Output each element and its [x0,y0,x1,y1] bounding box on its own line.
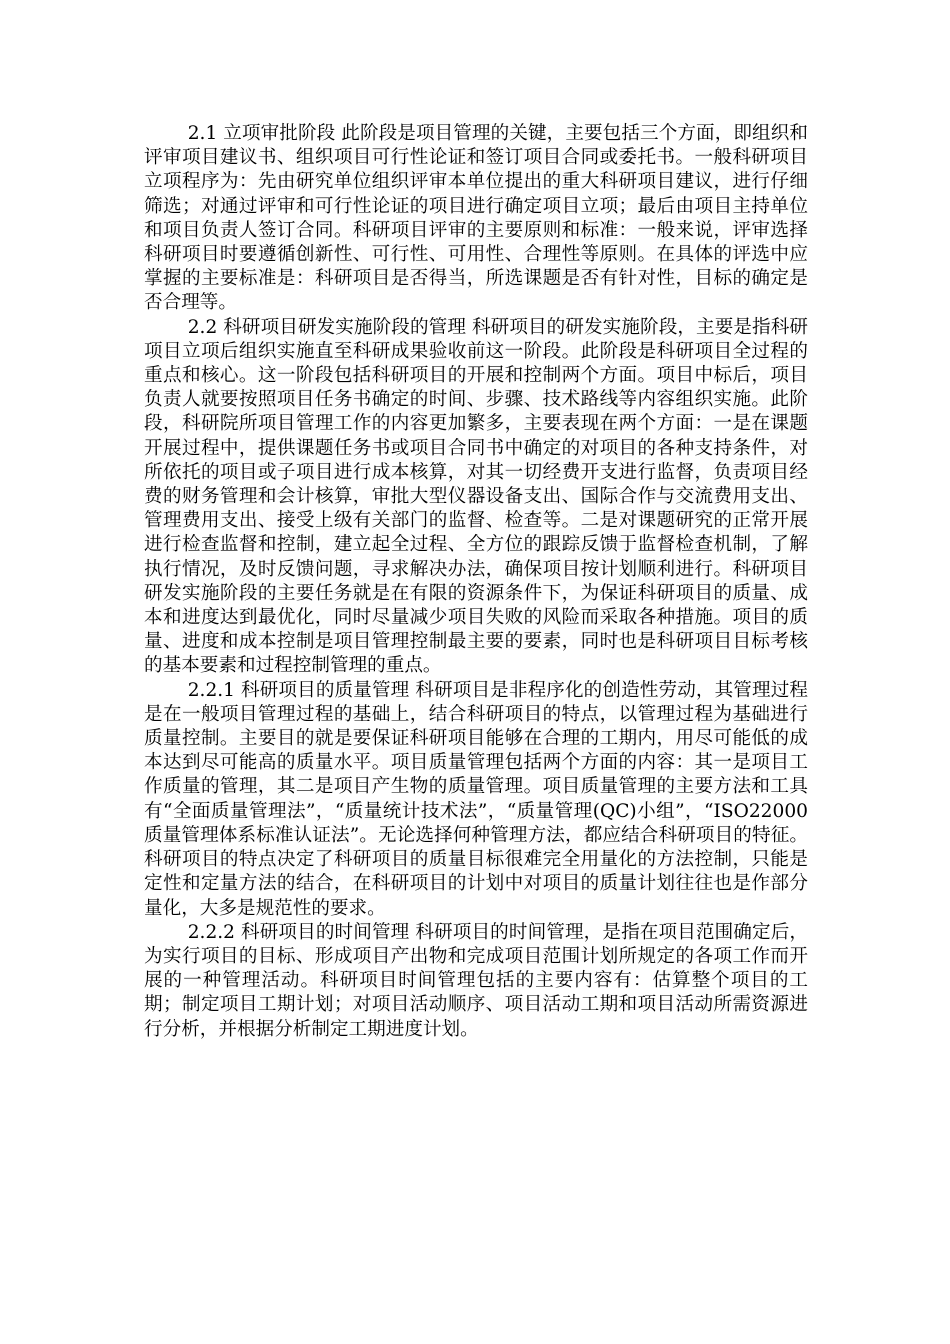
document-page [144,122,808,1042]
paragraph-2-1-project-approval: 2.1 立项审批阶段 此阶段是项目管理的关键，主要包括三个方面，即组织和评审项目建议书、组织项目可行性论证和签订项目合同或委托书。一般科研项目立项程序为：先由研究单位组织评审本单位提出的重大科研项目建议，进行仔细筛选；对通过评审和可行性论证的项目进行确定项目立项；最后由项目主持单位和项目负责人签订合同。科研项目评审的主要原则和标准：一般来说，评审选择科研项目时要遵循创新性、可行性、可用性、合理性等原则。在具体的评选中应掌握的主要标准是：科研项目是否得当，所选课题是否有针对性，目标的确定是否合理等。 [144,123,808,314]
paragraph-2-2-2-time-management: 2.2.2 科研项目的时间管理 科研项目的时间管理，是指在项目范围确定后，为实行项目的目标、形成项目产出物和完成项目范围计划所规定的各项工作而开展的一种管理活动。科研项目时间管理包括的主要内容有：估算整个项目的工期；制定项目工期计划；对项目活动顺序、项目活动工期和项目活动所需资源进行分析，并根据分析制定工期进度计划。 [144,921,808,1040]
paragraph-2-2-1-quality-management: 2.2.1 科研项目的质量管理 科研项目是非程序化的创造性劳动，其管理过程是在一般项目管理过程的基础上，结合科研项目的特点，以管理过程为基础进行质量控制。主要目的就是要保证科研项目能够在合理的工期内，用尽可能低的成本达到尽可能高的质量水平。项目质量管理包括两个方面的内容：其一是项目工作质量的管理，其二是项目产生物的质量管理。项目质量管理的主要方法和工具有“全面质量管理法”，“质量统计技术法”，“质量管理(QC)小组”，“ISO22000质量管理体系标准认证法”。无论选择何种管理方法，都应结合科研项目的特征。科研项目的特点决定了科研项目的质量目标很难完全用量化的方法控制，只能是定性和定量方法的结合，在科研项目的计划中对项目的质量计划往往也是作部分量化，大多是规范性的要求。 [144,679,808,919]
paragraph-2-2-implementation: 2.2 科研项目研发实施阶段的管理 科研项目的研发实施阶段，主要是指科研项目立项后组织实施直至科研成果验收前这一阶段。此阶段是科研项目全过程的重点和核心。这一阶段包括科研项目的开展和控制两个方面。项目中标后，项目负责人就要按照项目任务书确定的时间、步骤、技术路线等内容组织实施。此阶段，科研院所项目管理工作的内容更加繁多，主要表现在两个方面：一是在课题开展过程中，提供课题任务书或项目合同书中确定的对项目的各种支持条件，对所依托的项目或子项目进行成本核算，对其一切经费开支进行监督，负责项目经费的财务管理和会计核算，审批大型仪器设备支出、国际合作与交流费用支出、管理费用支出、接受上级有关部门的监督、检查等。二是对课题研究的正常开展进行检查监督和控制，建立起全过程、全方位的跟踪反馈于监督检查机制，了解执行情况，及时反馈问题，寻求解决办法，确保项目按计划顺利进行。科研项目研发实施阶段的主要任务就是在有限的资源条件下，为保证科研项目的质量、成本和进度达到最优化，同时尽量减少项目失败的风险而采取各种措施。项目的质量、进度和成本控制是项目管理控制最主要的要素，同时也是科研项目目标考核的基本要素和过程控制管理的重点。 [144,316,808,677]
